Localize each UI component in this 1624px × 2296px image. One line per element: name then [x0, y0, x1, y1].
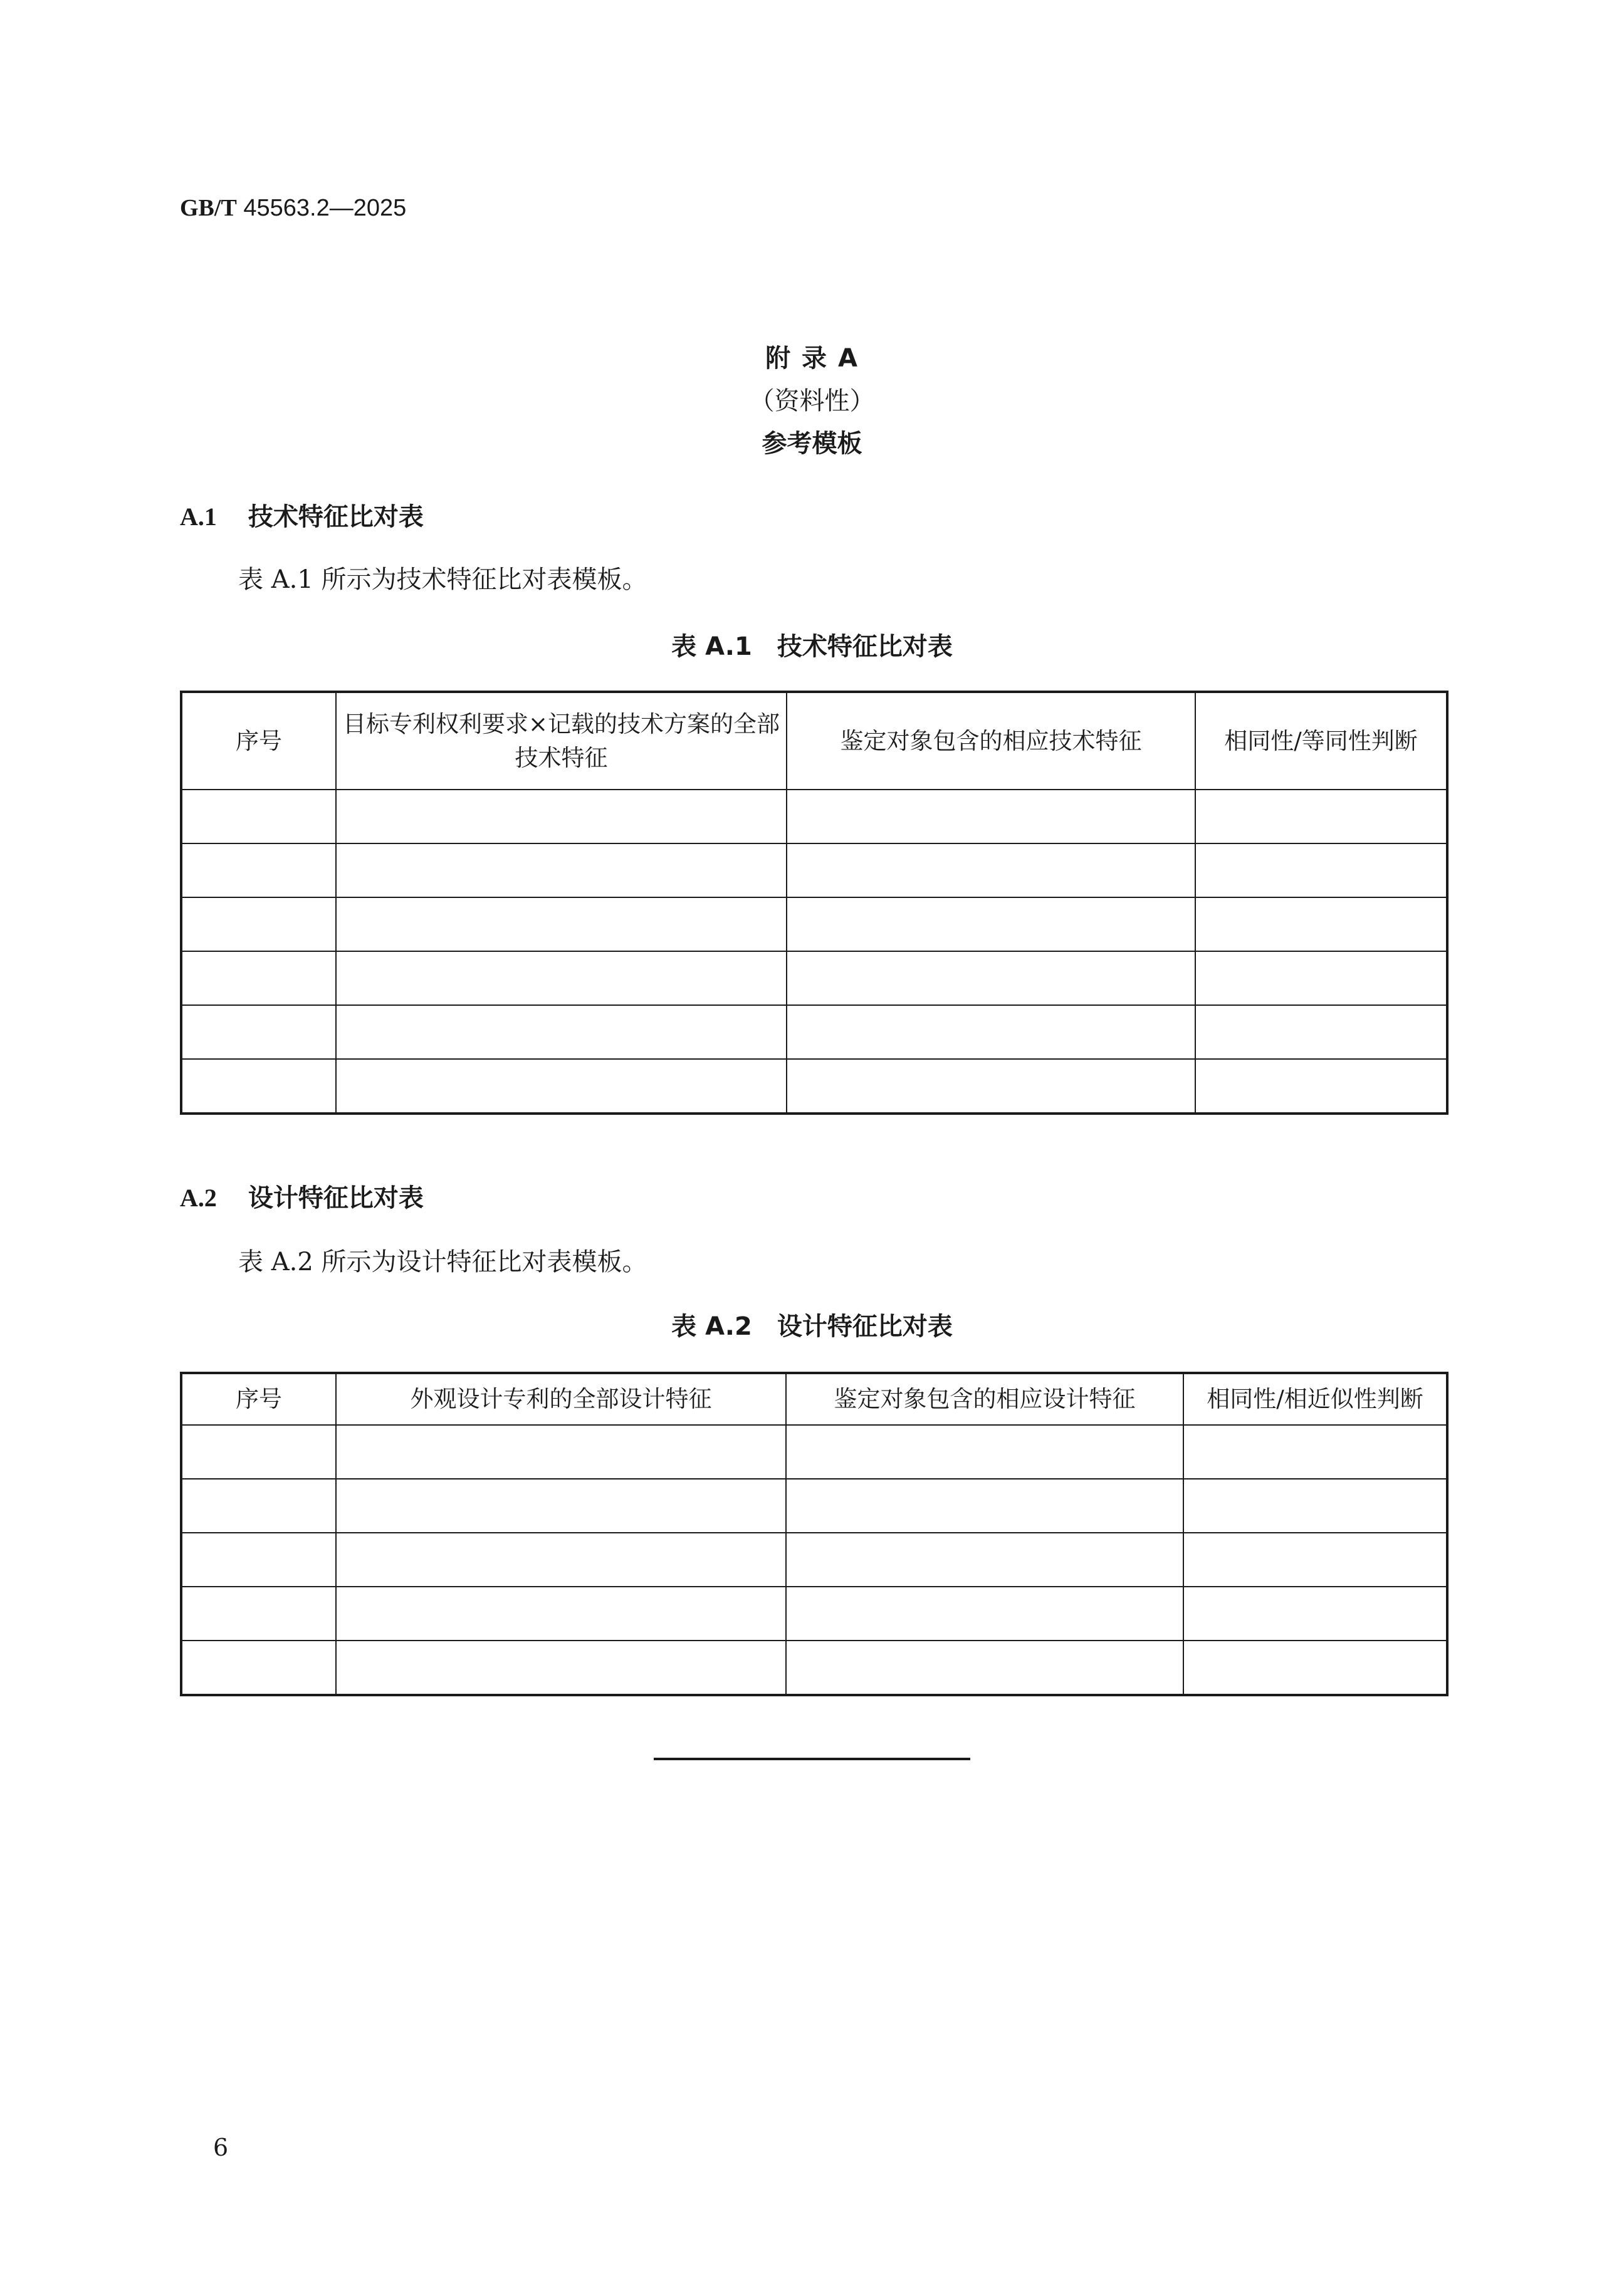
- table-row: [181, 1425, 1447, 1479]
- table-cell: [1183, 1641, 1447, 1695]
- table-cell: [181, 1005, 336, 1059]
- table-cell: [336, 1425, 786, 1479]
- column-header: 相同性/等同性判断: [1195, 692, 1447, 790]
- table-cell: [336, 897, 787, 951]
- table-a2-caption: 表 A.2 设计特征比对表: [671, 1312, 953, 1341]
- table-row: [181, 1641, 1447, 1695]
- column-header: 鉴定对象包含的相应技术特征: [787, 692, 1195, 790]
- table-row: [181, 790, 1447, 843]
- table-cell: [336, 1059, 787, 1114]
- table-cell: [786, 1641, 1183, 1695]
- section-a1-title: 技术特征比对表: [248, 503, 424, 531]
- column-header: 相同性/相近似性判断: [1183, 1373, 1447, 1425]
- standard-code: 45563.2—2025: [243, 195, 407, 221]
- table-cell: [786, 1587, 1183, 1641]
- table-cell: [1183, 1425, 1447, 1479]
- table-cell: [1195, 951, 1447, 1005]
- table-cell: [181, 790, 336, 843]
- table-cell: [336, 843, 787, 897]
- table-cell: [336, 951, 787, 1005]
- end-of-document-rule: [654, 1758, 970, 1760]
- section-a1-number: A.1: [180, 503, 217, 531]
- column-header: 外观设计专利的全部设计特征: [336, 1373, 786, 1425]
- table-row: [181, 1005, 1447, 1059]
- section-a1-paragraph: 表 A.1 所示为技术特征比对表模板。: [238, 565, 647, 594]
- table-cell: [336, 1587, 786, 1641]
- section-a2-heading: [180, 1178, 424, 1214]
- table-cell: [786, 1479, 1183, 1533]
- table-row: [181, 1479, 1447, 1533]
- table-a2: [180, 1372, 1449, 1696]
- table-cell: [786, 1533, 1183, 1587]
- table-row: [181, 1059, 1447, 1114]
- section-a1-heading: [180, 497, 424, 533]
- table-cell: [1183, 1533, 1447, 1587]
- table-row: [181, 843, 1447, 897]
- standard-number: [180, 194, 406, 222]
- annex-title: 附 录 A: [765, 344, 859, 373]
- table-a1: [180, 691, 1449, 1115]
- table-cell: [787, 951, 1195, 1005]
- column-header: 序号: [181, 1373, 336, 1425]
- table-cell: [1195, 843, 1447, 897]
- table-cell: [181, 1425, 336, 1479]
- table-cell: [336, 790, 787, 843]
- table-cell: [336, 1005, 787, 1059]
- table-cell: [786, 1425, 1183, 1479]
- annex-subject: 参考模板: [762, 429, 862, 458]
- table-row: [181, 1533, 1447, 1587]
- table-cell: [787, 1059, 1195, 1114]
- table-cell: [181, 1533, 336, 1587]
- table-cell: [1195, 897, 1447, 951]
- table-cell: [787, 790, 1195, 843]
- table-a2-header-row: [181, 1373, 1447, 1425]
- section-a2-paragraph: 表 A.2 所示为设计特征比对表模板。: [238, 1248, 647, 1276]
- table-a1-caption: 表 A.1 技术特征比对表: [671, 632, 953, 661]
- section-a2-number: A.2: [180, 1184, 217, 1212]
- column-header: 序号: [181, 692, 336, 790]
- column-header: 鉴定对象包含的相应设计特征: [786, 1373, 1183, 1425]
- table-cell: [336, 1533, 786, 1587]
- page-number: 6: [213, 2134, 229, 2161]
- table-cell: [1195, 1059, 1447, 1114]
- table-row: [181, 897, 1447, 951]
- table-cell: [181, 1641, 336, 1695]
- table-cell: [1183, 1587, 1447, 1641]
- column-header: 目标专利权利要求×记载的技术方案的全部技术特征: [336, 692, 787, 790]
- table-row: [181, 951, 1447, 1005]
- standard-prefix: GB/T: [180, 195, 237, 221]
- table-cell: [181, 1059, 336, 1114]
- table-cell: [1183, 1479, 1447, 1533]
- table-cell: [181, 843, 336, 897]
- table-cell: [1195, 1005, 1447, 1059]
- table-cell: [336, 1479, 786, 1533]
- table-cell: [181, 951, 336, 1005]
- table-a1-header-row: [181, 692, 1447, 790]
- annex-nature: （资料性）: [749, 387, 875, 415]
- table-cell: [181, 897, 336, 951]
- table-cell: [787, 1005, 1195, 1059]
- table-cell: [181, 1479, 336, 1533]
- table-cell: [336, 1641, 786, 1695]
- section-a2-title: 设计特征比对表: [248, 1184, 424, 1213]
- table-row: [181, 1587, 1447, 1641]
- table-cell: [1195, 790, 1447, 843]
- table-cell: [787, 843, 1195, 897]
- table-cell: [787, 897, 1195, 951]
- table-cell: [181, 1587, 336, 1641]
